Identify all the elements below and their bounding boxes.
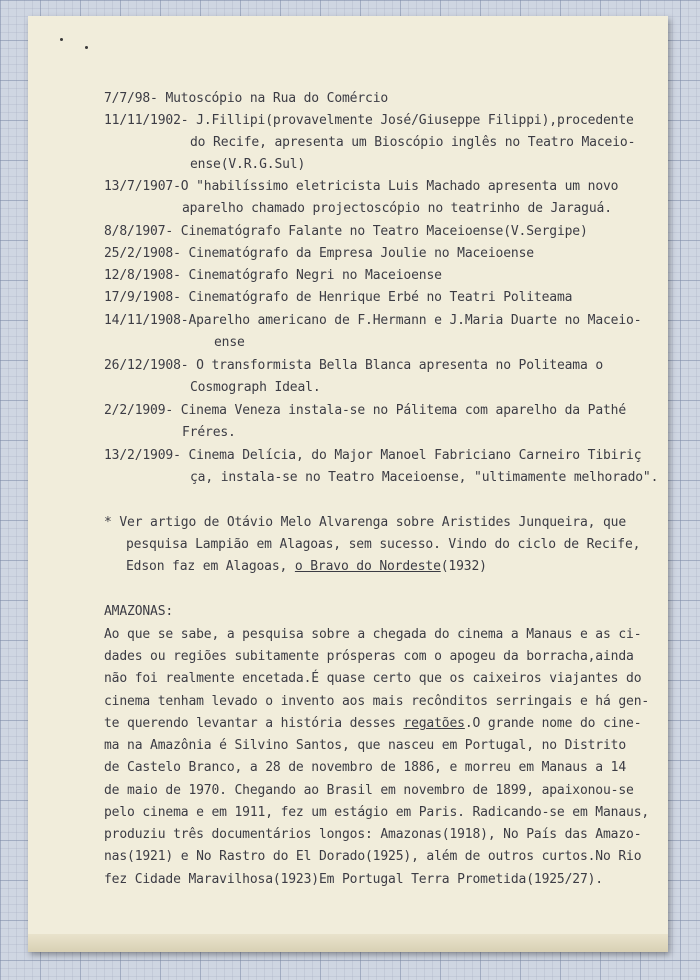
entry-text: O "habilíssimo eletricista Luis Machado apresenta um novo <box>180 179 619 194</box>
entry-continuation: ense(V.R.G.Sul) <box>190 157 306 172</box>
entry-date: 17/9/1908- <box>104 290 181 305</box>
typewritten-page <box>28 16 668 952</box>
entry-10 <box>104 403 626 419</box>
entry-continuation: ça, instala-se no Teatro Maceioense, "ultimamente melhorado". <box>190 470 659 485</box>
entry-date: 2/2/1909- <box>104 403 174 418</box>
entry-date: 11/11/1902- <box>104 113 189 128</box>
paragraph-line: de Castelo Branco, a 28 de novembro de 1886, e morreu em Manaus a 14 <box>104 760 627 775</box>
entry-11 <box>104 448 641 464</box>
paragraph-line: produziu três documentários longos: Amazonas(1918), No País das Amazo- <box>104 827 642 842</box>
entry-date: 12/8/1908- <box>104 268 181 283</box>
paragraph-line: não foi realmente encetada.É quase certo que os caixeiros viajantes do <box>104 671 642 686</box>
paragraph-line: te querendo levantar a história desses regatões.O grande nome do cine- <box>104 716 642 731</box>
entry-text: Cinematógrafo Falante no Teatro Maceioense(V.Sergipe) <box>180 224 588 239</box>
entry-7 <box>104 290 572 306</box>
entry-text: Cinematógrafo de Henrique Erbé no Teatri Politeama <box>188 290 573 305</box>
section-heading: AMAZONAS: <box>104 604 174 619</box>
entry-continuation: Cosmograph Ideal. <box>190 380 321 395</box>
film-title: o Bravo do Nordeste <box>294 559 441 574</box>
paper-edge <box>28 934 668 952</box>
paragraph-line: fez Cidade Maravilhosa(1923)Em Portugal Terra Prometida(1925/27). <box>104 872 603 887</box>
entry-text: Mutoscópio na Rua do Comércio <box>165 91 389 106</box>
paragraph-line: dades ou regiões subitamente prósperas com o apogeu da borracha,ainda <box>104 649 634 664</box>
entry-text: Aparelho americano de F.Hermann e J.Maria Duarte no Maceio- <box>188 313 642 328</box>
entry-text: Cinematógrafo da Empresa Joulie no Maceioense <box>188 246 534 261</box>
entry-continuation: aparelho chamado projectoscópio no teatrinho de Jaraguá. <box>182 201 612 216</box>
entry-5 <box>104 246 534 262</box>
entry-date: 7/7/98- <box>104 91 158 106</box>
footnote-line: Edson faz em Alagoas, o Bravo do Nordeste(1932) <box>126 559 487 574</box>
entry-continuation: do Recife, apresenta um Bioscópio inglês no Teatro Maceio- <box>190 135 636 150</box>
entry-6 <box>104 268 442 284</box>
entry-date: 13/2/1909- <box>104 448 181 463</box>
entry-text: Cinematógrafo Negri no Maceioense <box>188 268 442 283</box>
paragraph-line: nas(1921) e No Rastro do El Dorado(1925), além de outros curtos.No Rio <box>104 849 642 864</box>
paragraph-line: cinema tenham levado o invento aos mais recônditos serringais e há gen- <box>104 694 650 709</box>
entry-date: 13/7/1907- <box>104 179 181 194</box>
entry-date: 8/8/1907- <box>104 224 174 239</box>
footnote-line: pesquisa Lampião em Alagoas, sem sucesso. Vindo do ciclo de Recife, <box>126 537 641 552</box>
ink-mark <box>85 46 88 49</box>
paragraph-line: ma na Amazônia é Silvino Santos, que nasceu em Portugal, no Distrito <box>104 738 627 753</box>
entry-text: Cinema Veneza instala-se no Pálitema com aparelho da Pathé <box>180 403 627 418</box>
paragraph-line: Ao que se sabe, a pesquisa sobre a chegada do cinema a Manaus e as ci- <box>104 627 642 642</box>
entry-3 <box>104 179 618 195</box>
entry-text: Cinema Delícia, do Major Manoel Fabriciano Carneiro Tibiriç <box>188 448 642 463</box>
paragraph-line: de maio de 1970. Chegando ao Brasil em novembro de 1899, apaixonou-se <box>104 783 634 798</box>
entry-continuation: Fréres. <box>182 425 236 440</box>
ink-mark <box>60 38 63 41</box>
entry-text: O transformista Bella Blanca apresenta no Politeama o <box>196 358 604 373</box>
paragraph-line: pelo cinema e em 1911, fez um estágio em Paris. Radicando-se em Manaus, <box>104 805 650 820</box>
entry-date: 25/2/1908- <box>104 246 181 261</box>
entry-4 <box>104 224 588 240</box>
entry-text: J.Fillipi(provavelmente José/Giuseppe Filippi),procedente <box>196 113 634 128</box>
entry-continuation: ense <box>214 335 245 350</box>
footnote-line: * Ver artigo de Otávio Melo Alvarenga sobre Aristides Junqueira, que <box>104 515 627 530</box>
entry-2 <box>104 113 634 129</box>
entry-9 <box>104 358 603 374</box>
entry-date: 26/12/1908- <box>104 358 189 373</box>
entry-1 <box>104 91 388 107</box>
entry-date: 14/11/1908- <box>104 313 189 328</box>
entry-8 <box>104 313 641 329</box>
underlined-word: regatões <box>403 716 465 731</box>
